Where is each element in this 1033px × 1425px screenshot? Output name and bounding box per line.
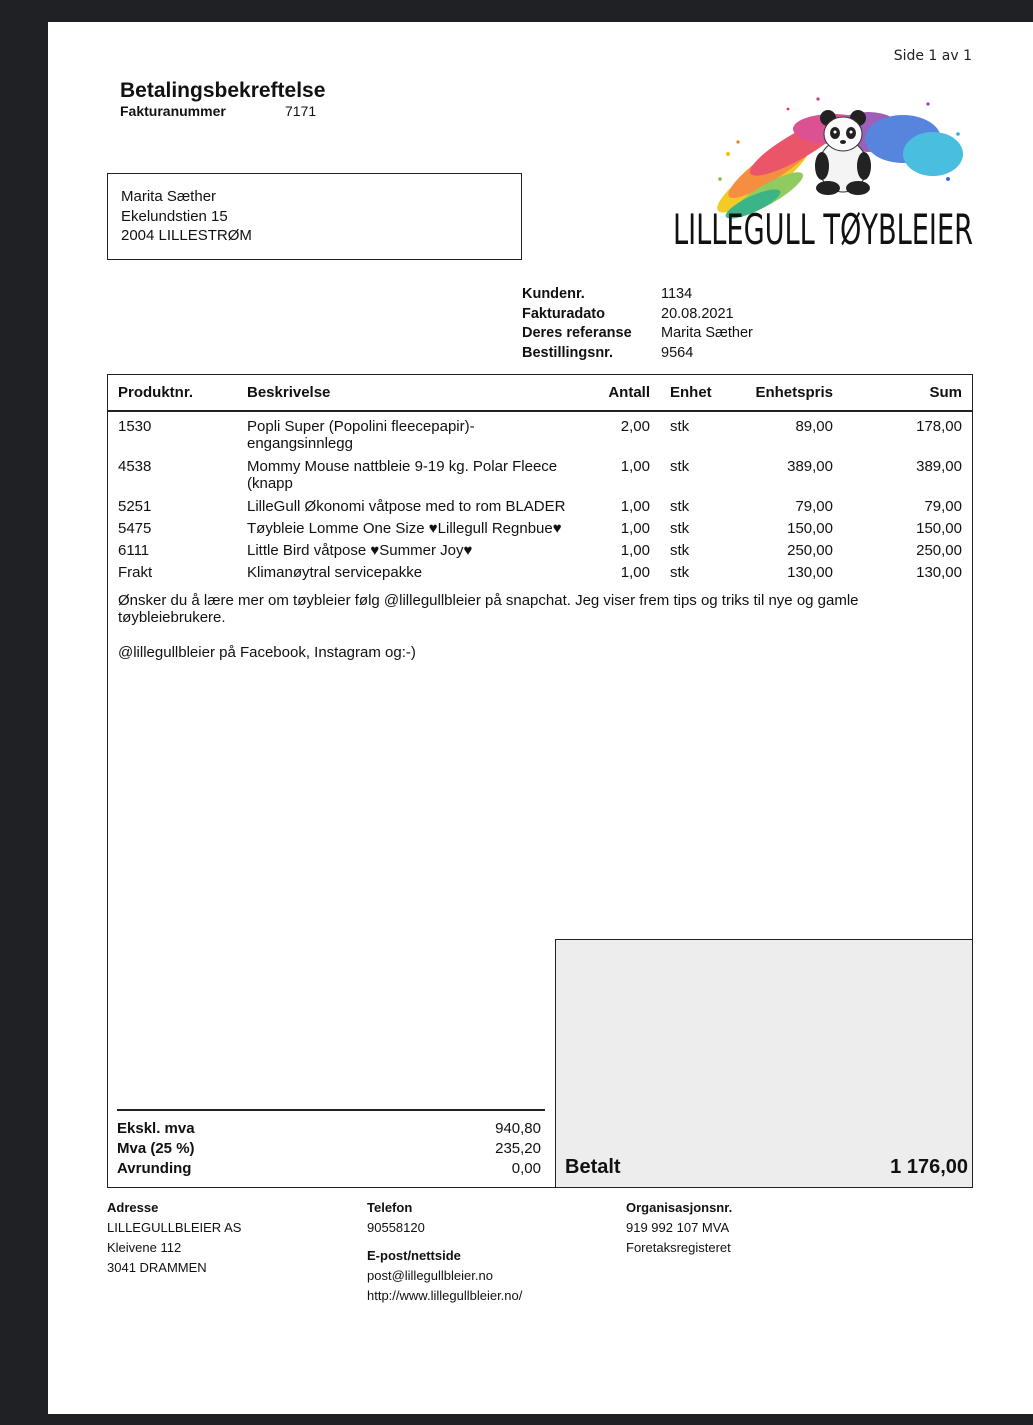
totals-row bbox=[117, 1160, 545, 1180]
totals-label: Mva (25 %) bbox=[117, 1140, 195, 1157]
header-quantity: Antall bbox=[608, 384, 650, 401]
footer-contact bbox=[367, 1198, 522, 1306]
cell-unit-price: 150,00 bbox=[787, 520, 833, 537]
recipient-name: Marita Sæther bbox=[121, 188, 217, 205]
header-unit-price: Enhetspris bbox=[755, 384, 833, 401]
paid-amount: 1 176,00 bbox=[890, 1156, 968, 1178]
totals-label: Avrunding bbox=[117, 1160, 192, 1177]
footer-heading: Adresse bbox=[107, 1200, 159, 1215]
footer-line: LILLEGULLBLEIER AS bbox=[107, 1220, 242, 1235]
page-number: Side 1 av 1 bbox=[893, 48, 972, 64]
totals-label: Ekskl. mva bbox=[117, 1120, 195, 1137]
cell-quantity: 1,00 bbox=[620, 458, 650, 475]
cell-sum: 250,00 bbox=[916, 542, 962, 559]
paid-label: Betalt bbox=[565, 1156, 621, 1178]
meta-value: Marita Sæther bbox=[661, 325, 753, 342]
recipient-street: Ekelundstien 15 bbox=[121, 208, 228, 225]
footer-email-link[interactable]: post@lillegullbleier.no bbox=[367, 1268, 493, 1283]
meta-label: Bestillingsnr. bbox=[522, 345, 614, 362]
header-sum: Sum bbox=[929, 384, 962, 401]
footer-heading: Organisasjonsnr. bbox=[626, 1200, 733, 1215]
cell-quantity: 1,00 bbox=[620, 498, 650, 515]
header-description: Beskrivelse bbox=[247, 384, 331, 401]
cell-quantity: 1,00 bbox=[620, 542, 650, 559]
footer-org bbox=[626, 1198, 732, 1258]
footer-phone: 90558120 bbox=[367, 1220, 425, 1235]
header-product: Produktnr. bbox=[118, 384, 194, 401]
meta-label: Deres referanse bbox=[522, 325, 632, 342]
recipient-city: 2004 LILLESTRØM bbox=[121, 227, 252, 244]
table-header bbox=[108, 375, 972, 412]
cell-description: Mommy Mouse nattbleie 9-19 kg. Polar Fleece (knapp bbox=[247, 458, 558, 492]
recipient-address-box bbox=[107, 173, 522, 260]
footer-registry: Foretaksregisteret bbox=[626, 1240, 731, 1255]
cell-description: Klimanøytral servicepakke bbox=[247, 564, 423, 581]
note-text: @lillegullbleier på Facebook, Instagram og:-) bbox=[118, 644, 416, 661]
cell-quantity: 1,00 bbox=[620, 564, 650, 581]
header-unit: Enhet bbox=[670, 384, 712, 401]
svg-text:LILLEGULL TØYBLEIER: LILLEGULL TØYBLEIER bbox=[673, 205, 973, 254]
cell-sum: 130,00 bbox=[916, 564, 962, 581]
note-text: Ønsker du å lære mer om tøybleier følg @lillegullbleier på snapchat. Jeg viser frem tips og triks til nye og gamle tøybleiebrukere. bbox=[118, 592, 859, 626]
footer-org-number: 919 992 107 MVA bbox=[626, 1220, 730, 1235]
totals-row bbox=[117, 1140, 545, 1160]
cell-unit-price: 389,00 bbox=[787, 458, 833, 475]
cell-unit: stk bbox=[670, 418, 690, 435]
invoice-notes bbox=[118, 592, 898, 679]
meta-label: Kundenr. bbox=[522, 286, 585, 302]
document-title: Betalingsbekreftelse bbox=[120, 79, 326, 102]
cell-unit: stk bbox=[670, 498, 690, 515]
cell-product: 4538 bbox=[118, 458, 152, 475]
cell-quantity: 1,00 bbox=[620, 520, 650, 537]
footer-address bbox=[107, 1198, 241, 1278]
meta-value: 9564 bbox=[661, 345, 694, 362]
cell-sum: 178,00 bbox=[916, 418, 962, 435]
cell-description: Tøybleie Lomme One Size ♥Lillegull Regnbue♥ bbox=[247, 520, 562, 537]
totals-value: 0,00 bbox=[511, 1160, 541, 1177]
invoice-meta bbox=[522, 286, 753, 365]
cell-sum: 150,00 bbox=[916, 520, 962, 537]
footer-website-link[interactable]: http://www.lillegullbleier.no/ bbox=[367, 1288, 523, 1303]
cell-quantity: 2,00 bbox=[620, 418, 650, 435]
cell-unit: stk bbox=[670, 458, 690, 475]
cell-unit-price: 89,00 bbox=[795, 418, 833, 435]
cell-description: LilleGull Økonomi våtpose med to rom BLADER bbox=[247, 498, 566, 515]
cell-product: 6111 bbox=[118, 542, 150, 559]
cell-product: 5475 bbox=[118, 520, 152, 537]
cell-product: 1530 bbox=[118, 418, 152, 435]
footer-heading: E-post/nettside bbox=[367, 1248, 461, 1263]
cell-product: 5251 bbox=[118, 498, 152, 515]
footer-line: Kleivene 112 bbox=[107, 1240, 182, 1255]
totals-value: 940,80 bbox=[495, 1120, 541, 1137]
line-items-box bbox=[107, 374, 973, 1188]
totals-value: 235,20 bbox=[495, 1140, 541, 1157]
cell-unit-price: 130,00 bbox=[787, 564, 833, 581]
meta-label: Fakturadato bbox=[522, 305, 605, 322]
cell-description: Popli Super (Popolini fleecepapir)- engangsinnlegg bbox=[247, 418, 475, 452]
invoice-number-label: Fakturanummer bbox=[120, 103, 226, 119]
cell-sum: 79,00 bbox=[924, 498, 962, 515]
cell-unit-price: 79,00 bbox=[795, 498, 833, 515]
footer-line: 3041 DRAMMEN bbox=[107, 1260, 207, 1275]
totals-row bbox=[117, 1120, 545, 1140]
meta-value: 20.08.2021 bbox=[661, 305, 734, 322]
cell-sum: 389,00 bbox=[916, 458, 962, 475]
cell-product: Frakt bbox=[118, 564, 153, 581]
cell-unit-price: 250,00 bbox=[787, 542, 833, 559]
totals-block bbox=[117, 1109, 545, 1180]
invoice-page bbox=[48, 22, 1033, 1414]
panda-rainbow-logo bbox=[668, 84, 978, 254]
cell-unit: stk bbox=[670, 542, 690, 559]
cell-description: Little Bird våtpose ♥Summer Joy♥ bbox=[247, 542, 473, 559]
meta-value: 1134 bbox=[661, 286, 693, 302]
cell-unit: stk bbox=[670, 564, 690, 581]
cell-unit: stk bbox=[670, 520, 690, 537]
footer-heading: Telefon bbox=[367, 1200, 413, 1215]
invoice-number-value: 7171 bbox=[285, 103, 317, 119]
paid-box bbox=[555, 939, 972, 1187]
